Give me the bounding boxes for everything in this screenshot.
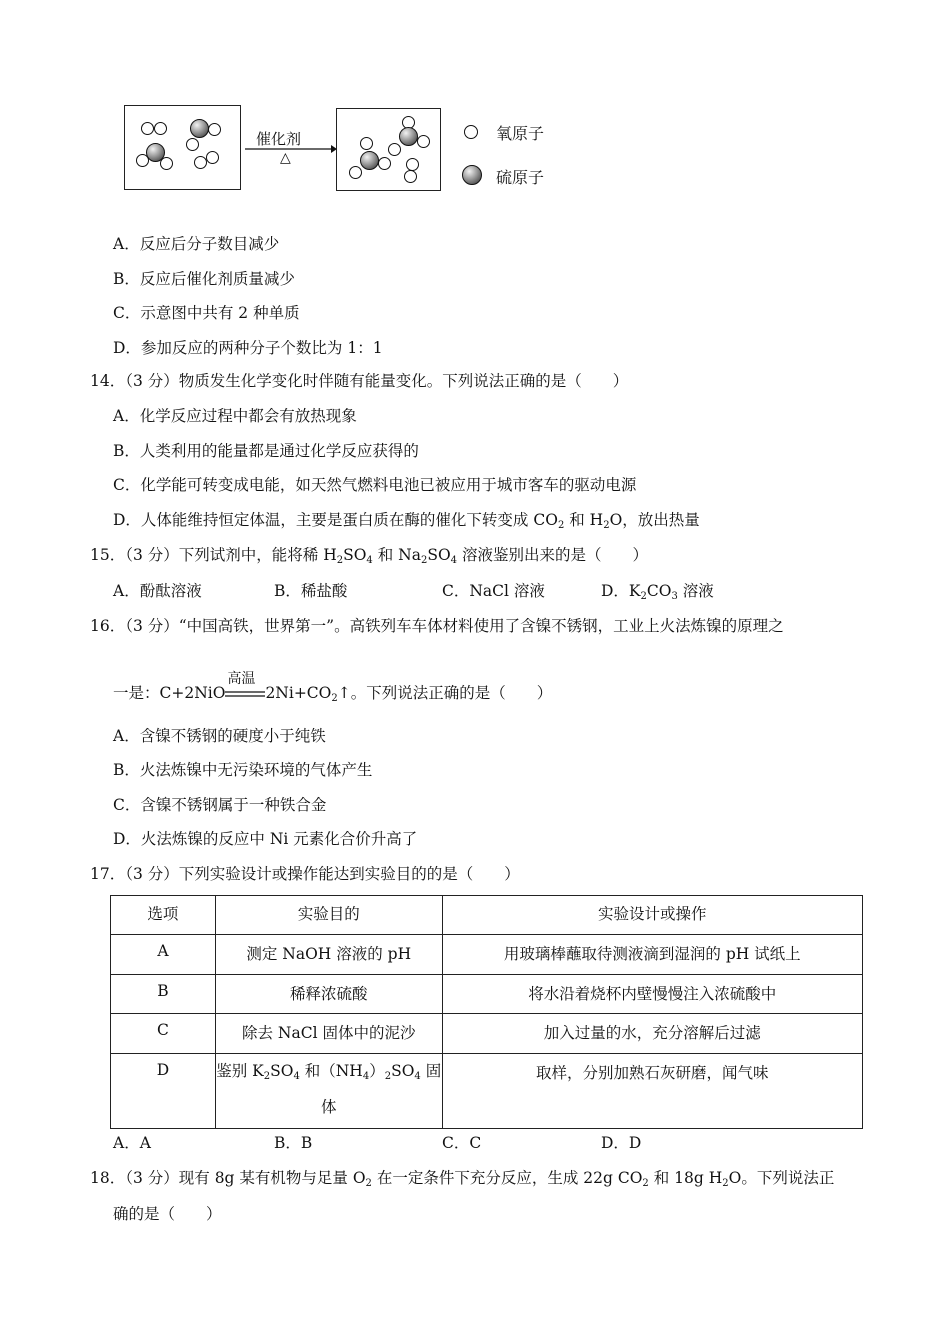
heat-label: △ bbox=[280, 150, 291, 166]
oxygen-atom-icon bbox=[417, 135, 430, 148]
table-cell: A bbox=[111, 935, 216, 975]
q17-option-d: D．D bbox=[601, 1134, 642, 1152]
q17-option-b: B．B bbox=[274, 1134, 313, 1152]
q17-stem: 17．（3 分）下列实验设计或操作能达到实验目的的是（ ） bbox=[90, 865, 520, 883]
experiment-table bbox=[110, 895, 863, 1129]
oxygen-atom-icon bbox=[160, 157, 173, 170]
table-cell: C bbox=[111, 1014, 216, 1054]
reaction-condition bbox=[225, 671, 265, 703]
oxygen-atom-icon bbox=[186, 138, 199, 151]
q16-option-d: D．火法炼镍的反应中 Ni 元素化合价升高了 bbox=[113, 830, 418, 848]
equals-sign-icon bbox=[225, 689, 265, 699]
oxygen-atom-icon bbox=[406, 158, 419, 171]
q16-stem-line2: 一是：C+2NiO 高温 $2Ni+CO_2↑$。下列说法正确的是（ ） bbox=[113, 671, 553, 704]
oxygen-atom-icon bbox=[154, 122, 167, 135]
oxygen-atom-icon bbox=[136, 154, 149, 167]
legend-sulfur-label: 硫原子 bbox=[496, 168, 545, 187]
table-cell: 鉴别 $K_2SO_4$ 和$(NH_4)_2SO_4$ 固 体 bbox=[215, 1054, 442, 1129]
table-row bbox=[111, 1054, 863, 1129]
oxygen-atom-icon bbox=[360, 137, 373, 150]
table-cell: 用玻璃棒蘸取待测液滴到湿润的 pH 试纸上 bbox=[442, 935, 862, 975]
table-cell: B bbox=[111, 975, 216, 1014]
q16-option-a: A．含镍不锈钢的硬度小于纯铁 bbox=[113, 727, 326, 745]
table-header-cell: 实验目的 bbox=[215, 896, 442, 935]
sulfur-atom-icon bbox=[462, 165, 482, 185]
condition-label: 高温 bbox=[227, 671, 256, 687]
sulfur-atom-icon bbox=[399, 127, 418, 146]
oxygen-atom-icon bbox=[404, 170, 417, 183]
q16-stem-line1: 16．（3 分）“中国高铁，世界第一”。高铁列车车体材料使用了含镍不锈钢，工业上火法炼镍的原理之 bbox=[90, 617, 784, 635]
table-cell: D bbox=[111, 1054, 216, 1129]
table-cell: 稀释浓硫酸 bbox=[215, 975, 442, 1014]
q15-option-d: D．$K_2CO_3$ 溶液 bbox=[601, 582, 714, 602]
q13-option-a: A．反应后分子数目减少 bbox=[113, 235, 280, 253]
sulfur-atom-icon bbox=[360, 151, 379, 170]
table-cell: 取样，分别加熟石灰研磨，闻气味 bbox=[442, 1054, 862, 1129]
q17-option-c: C．C bbox=[442, 1134, 482, 1152]
oxygen-atom-icon bbox=[208, 123, 221, 136]
oxygen-atom-icon bbox=[464, 125, 478, 139]
q13-option-b: B．反应后催化剂质量减少 bbox=[113, 270, 295, 288]
table-cell: 除去 NaCl 固体中的泥沙 bbox=[215, 1014, 442, 1054]
q18-stem-line1: 18．（3 分）现有 8g 某有机物与足量 $O_2$ 在一定条件下充分反应，生成 22g $CO_2$ 和 18g $H_2O$。下列说法正 bbox=[90, 1169, 835, 1189]
oxygen-atom-icon bbox=[194, 156, 207, 169]
oxygen-atom-icon bbox=[349, 166, 362, 179]
oxygen-atom-icon bbox=[141, 122, 154, 135]
q16-option-b: B．火法炼镍中无污染环境的气体产生 bbox=[113, 761, 373, 779]
catalyst-label: 催化剂 bbox=[256, 130, 302, 148]
sulfur-atom-icon bbox=[190, 119, 209, 138]
q15-option-a: A．酚酞溶液 bbox=[113, 582, 202, 600]
q14-option-d: D．人体能维持恒定体温，主要是蛋白质在酶的催化下转变成 $CO_2$ 和 $H_2O$，放出热量 bbox=[113, 511, 700, 531]
q14-stem: 14．（3 分）物质发生化学变化时伴随有能量变化。下列说法正确的是（ ） bbox=[90, 372, 629, 390]
table-cell: 加入过量的水，充分溶解后过滤 bbox=[442, 1014, 862, 1054]
table-row bbox=[111, 935, 863, 975]
table-row bbox=[111, 1014, 863, 1054]
q14-option-c: C．化学能可转变成电能，如天然气燃料电池已被应用于城市客车的驱动电源 bbox=[113, 476, 637, 494]
q15-stem: 15．（3 分）下列试剂中，能将稀 $H_2SO_4$ 和 $Na_2SO_4$ 溶液鉴别出来的是（ ） bbox=[90, 546, 648, 566]
q17-option-a: A．A bbox=[113, 1134, 151, 1152]
table-cell: 将水沿着烧杯内壁慢慢注入浓硫酸中 bbox=[442, 975, 862, 1014]
table-header-row bbox=[111, 896, 863, 935]
q18-stem-line2: 确的是（ ） bbox=[113, 1205, 222, 1223]
q16-option-c: C．含镍不锈钢属于一种铁合金 bbox=[113, 796, 327, 814]
q13-option-c: C．示意图中共有 2 种单质 bbox=[113, 304, 300, 322]
reactants-box bbox=[124, 105, 241, 190]
q14-option-a: A．化学反应过程中都会有放热现象 bbox=[113, 407, 357, 425]
table-row bbox=[111, 975, 863, 1014]
q15-option-c: C．NaCl 溶液 bbox=[442, 582, 545, 600]
oxygen-atom-icon bbox=[206, 151, 219, 164]
reaction-arrow-icon bbox=[245, 143, 337, 155]
q13-option-d: D．参加反应的两种分子个数比为 1：1 bbox=[113, 339, 383, 357]
oxygen-atom-icon bbox=[378, 157, 391, 170]
oxygen-atom-icon bbox=[388, 143, 401, 156]
table-header-cell: 选项 bbox=[111, 896, 216, 935]
table-cell: 测定 NaOH 溶液的 pH bbox=[215, 935, 442, 975]
q15-option-b: B．稀盐酸 bbox=[274, 582, 348, 600]
legend-oxygen-label: 氧原子 bbox=[496, 124, 545, 143]
table-header-cell: 实验设计或操作 bbox=[442, 896, 862, 935]
q14-option-b: B．人类利用的能量都是通过化学反应获得的 bbox=[113, 442, 419, 460]
